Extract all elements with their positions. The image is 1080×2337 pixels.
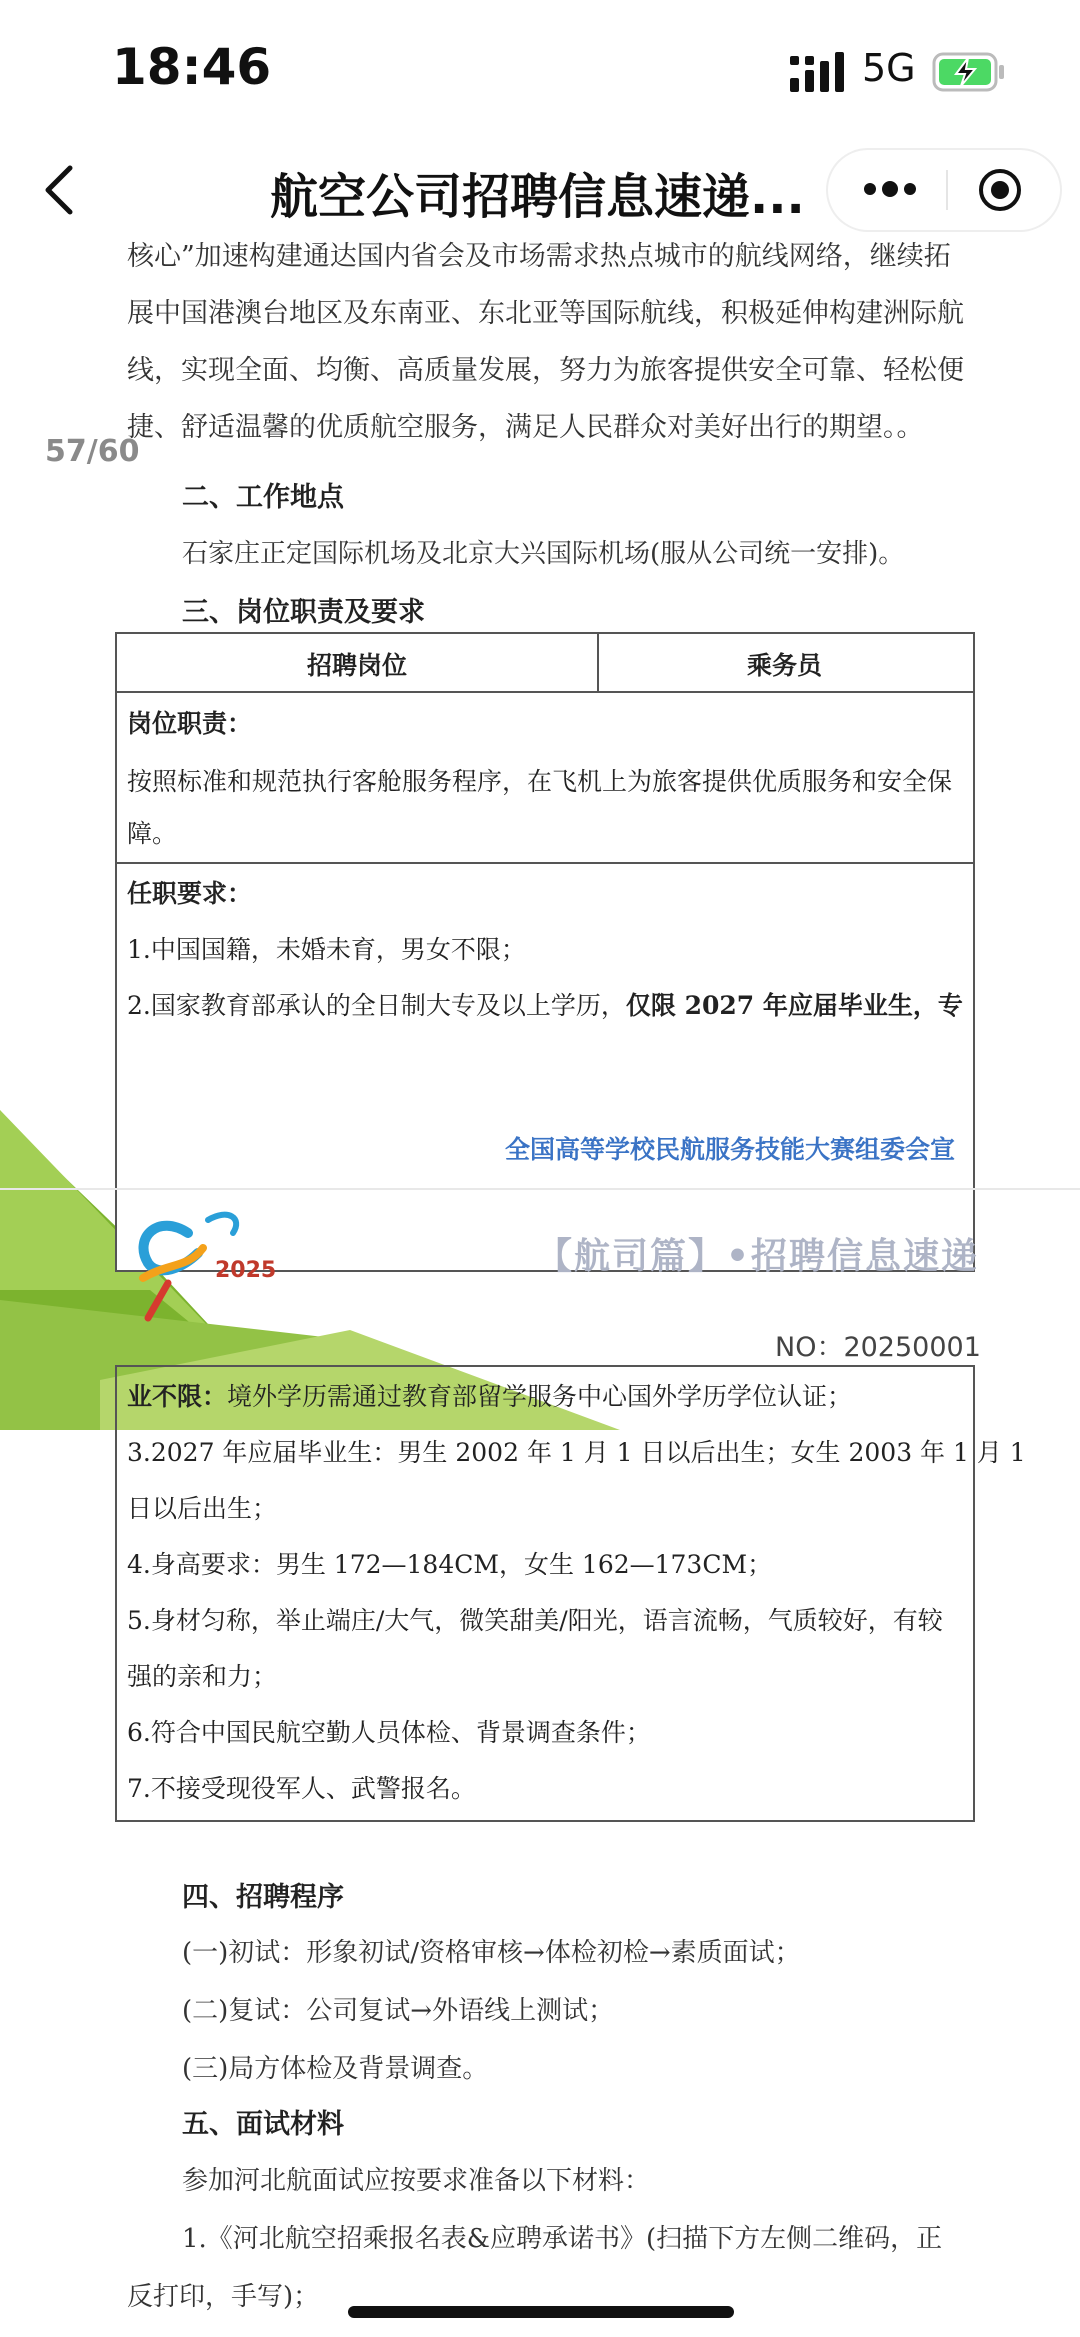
requirement-2-bold: 仅限 2027 年应届毕业生，专 [625,991,963,1020]
requirement-6: 6.符合中国民航空勤人员体检、背景调查条件； [127,1718,651,1747]
requirement-4: 4.身高要求：男生 172—184CM，女生 162—173CM； [127,1550,773,1579]
intro-line-1: 核心”加速构建通达国内省会及市场需求热点城市的航线网络，继续拓 [127,241,951,272]
battery-charging-icon [932,52,1006,92]
intro-line-2: 展中国港澳台地区及东南亚、东北亚等国际航线，积极延伸构建洲际航 [127,298,964,329]
requirement-2-normal: 2.国家教育部承认的全日制大专及以上学历， [127,991,626,1020]
status-bar [0,0,1080,140]
chevron-left-icon[interactable] [40,160,80,220]
page-title: 航空公司招聘信息速递... [270,169,805,225]
network-type: 5G [862,46,916,90]
requirement-3-line-2: 日以后出生； [127,1494,278,1523]
continued-line-1 [127,1377,852,1413]
section-3-title: 三、岗位职责及要求 [182,597,425,628]
requirement-2 [127,986,963,1022]
article-content [0,240,1080,2337]
requirement-7: 7.不接受现役军人、武警报名。 [127,1774,476,1803]
logo-year: 2025 [215,1258,277,1283]
requirement-5-line-1: 5.身材匀称，举止端庄/大气，微笑甜美/阳光，语言流畅，气质较好，有较 [127,1606,943,1635]
page-counter: 57/60 [45,434,140,469]
table-row-separator [117,691,973,693]
duty-label: 岗位职责： [127,709,253,738]
col-header-position: 招聘岗位 [307,651,408,680]
procedure-item-1: (一)初试：形象初试/资格审核→体检初检→素质面试； [182,1938,801,1968]
status-time: 18:46 [112,38,272,96]
col-header-role: 乘务员 [747,651,823,680]
section-4-title: 四、招聘程序 [182,1882,344,1913]
table-row-separator [117,862,973,864]
materials-intro: 参加河北航面试应按要求准备以下材料： [182,2166,651,2196]
table-col-separator [597,634,599,691]
section-5-title: 五、面试材料 [182,2109,344,2140]
requirement-1: 1.中国国籍，未婚未育，男女不限； [127,935,526,964]
requirements-table-continued [115,1365,1026,1822]
intro-line-4: 捷、舒适温馨的优质航空服务，满足人民群众对美好出行的期望。。 [127,412,924,443]
capsule-divider [946,170,948,210]
target-circle-icon[interactable] [976,166,1024,214]
more-dots-icon[interactable] [860,174,920,204]
section-2-title: 二、工作地点 [182,482,344,513]
section-2-text: 石家庄正定国际机场及北京大兴国际机场(服从公司统一安排)。 [182,539,905,569]
material-item-1-line-1: 1.《河北航空招乘报名表&应聘承诺书》(扫描下方左侧二维码，正 [182,2224,943,2254]
requirements-label: 任职要求： [127,879,253,908]
requirement-5-line-2: 强的亲和力； [127,1662,278,1691]
requirement-3-line-1: 3.2027 年应届毕业生：男生 2002 年 1 月 1 日以后出生；女生 2003 年 1 月 1 [127,1438,1026,1467]
intro-line-3: 线，实现全面、均衡、高质量发展，努力为旅客提供安全可靠、轻松便 [127,355,964,386]
procedure-item-2: (二)复试：公司复试→外语线上测试； [182,1996,615,2026]
page-divider [0,1188,1080,1190]
continued-line-1-bold: 业不限： [127,1382,228,1411]
material-item-1-line-2: 反打印，手写)； [127,2282,320,2312]
cellular-signal-icon [790,52,846,92]
duty-line-1: 按照标准和规范执行客舱服务程序，在飞机上为旅客提供优质服务和安全保 [127,767,953,796]
nav-bar [0,140,1080,240]
procedure-item-3: (三)局方体检及背景调查。 [182,2054,489,2084]
organizer-footer: 全国高等学校民航服务技能大赛组委会宣 [505,1135,956,1164]
document-number: NO：20250001 [775,1332,981,1363]
home-indicator[interactable] [348,2306,734,2318]
banner-title: 【航司篇】•招聘信息速递 [536,1236,980,1277]
duty-line-2: 障。 [127,819,178,848]
continued-line-1-normal: 境外学历需通过教育部留学服务中心国外学历学位认证； [227,1382,853,1411]
mini-program-capsule [828,150,1060,230]
